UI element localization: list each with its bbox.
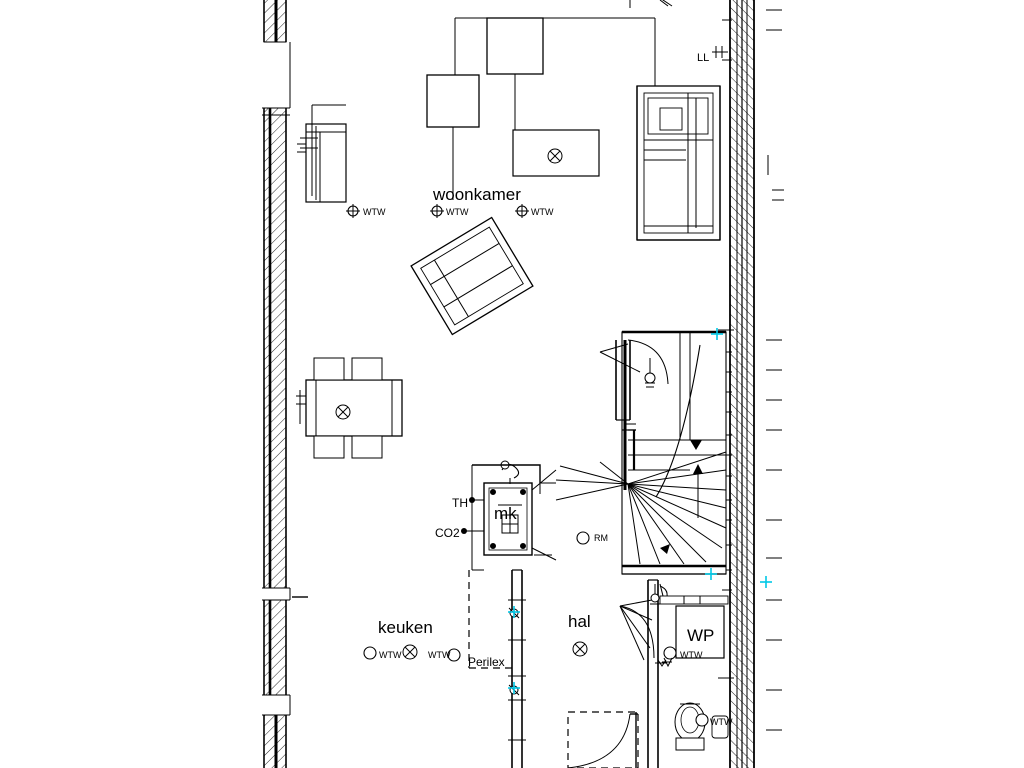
annotation-th: TH <box>452 496 468 510</box>
annotation-wp: WP <box>687 626 715 645</box>
room-label-woonkamer: woonkamer <box>433 185 521 204</box>
annotation-ll: LL <box>697 52 710 64</box>
room-label-mk: mk <box>494 504 517 523</box>
annotation-wtw-7: WTW <box>710 717 733 727</box>
room-label-hal: hal <box>568 612 591 631</box>
room-label-keuken: keuken <box>378 618 433 637</box>
annotation-wtw-3: WTW <box>531 207 554 217</box>
annotation-co2: CO2 <box>435 526 460 540</box>
annotation-wtw-2: WTW <box>446 207 469 217</box>
annotation-wtw-5: WTW <box>428 650 451 660</box>
annotation-wtw-4: WTW <box>379 650 402 660</box>
annotation-wtw-1: WTW <box>363 207 386 217</box>
annotation-rm: RM <box>594 533 608 543</box>
annotation-perilex: Perilex <box>468 655 505 669</box>
annotation-wtw-6: WTW <box>680 650 703 660</box>
